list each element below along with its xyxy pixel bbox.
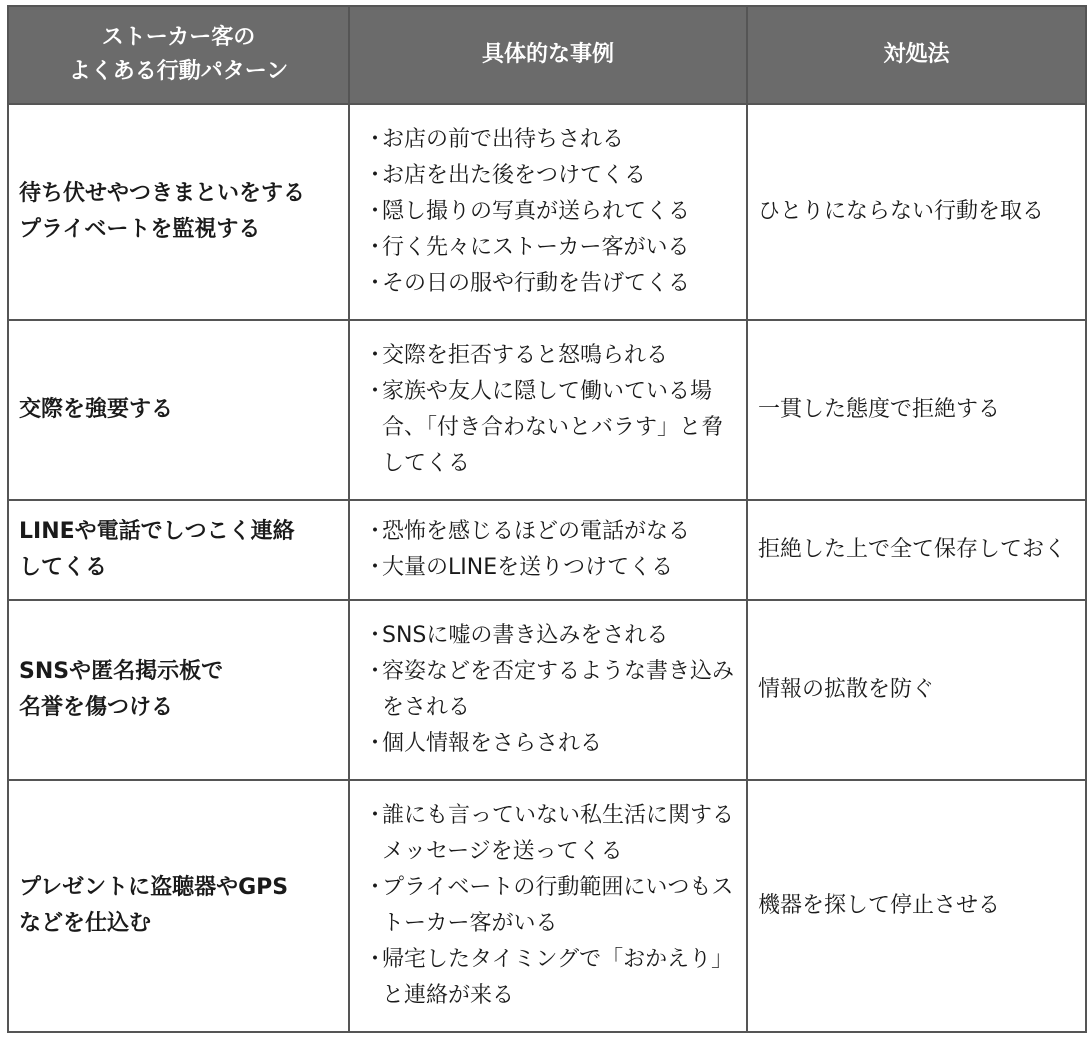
example-text: その日の服や行動を告げてくる — [382, 271, 691, 296]
bullet-mark: ・ — [364, 803, 387, 828]
example-text: 行く先々にストーカー客がいる — [382, 235, 690, 260]
example-item — [364, 654, 738, 726]
bullet-mark: ・ — [364, 271, 387, 296]
example-item — [364, 338, 738, 374]
bullet-mark: ・ — [364, 379, 387, 404]
example-text: 家族や友人に隠して働いている場合、「付き合わないとバラす」と脅してくる — [382, 379, 724, 476]
example-text: 隠し撮りの写真が送られてくる — [382, 199, 691, 224]
table-header-row — [8, 6, 1086, 104]
bullet-mark: ・ — [364, 659, 387, 684]
examples-cell — [349, 600, 747, 780]
response-cell: 一貫した態度で拒絶する — [747, 320, 1086, 500]
example-text: お店を出た後をつけてくる — [382, 163, 647, 188]
behavior-pattern-cell — [8, 320, 349, 500]
bullet-mark: ・ — [364, 519, 387, 544]
behavior-pattern-line: 名誉を傷つける — [19, 695, 174, 720]
example-item — [364, 158, 738, 194]
example-item — [364, 266, 738, 302]
header-behavior-pattern-line2: よくある行動パターン — [68, 59, 289, 84]
behavior-pattern-line: プレゼントに盗聴器やGPS — [19, 875, 289, 900]
stalker-customer-table — [7, 5, 1087, 1033]
header-behavior-pattern — [8, 6, 349, 104]
response-cell: 機器を探して停止させる — [747, 780, 1086, 1032]
example-item — [364, 726, 738, 762]
response-cell: ひとりにならない行動を取る — [747, 104, 1086, 320]
behavior-pattern-line: SNSや匿名掲示板で — [19, 659, 224, 684]
bullet-mark: ・ — [364, 163, 387, 188]
behavior-pattern-line: 交際を強要する — [19, 397, 174, 422]
table-row — [8, 600, 1086, 780]
table-row — [8, 320, 1086, 500]
examples-cell — [349, 104, 747, 320]
bullet-mark: ・ — [364, 343, 387, 368]
example-text: SNSに嘘の書き込みをされる — [382, 623, 669, 648]
example-text: 大量のLINEを送りつけてくる — [382, 555, 674, 580]
bullet-mark: ・ — [364, 947, 387, 972]
bullet-mark: ・ — [364, 555, 387, 580]
behavior-pattern-cell — [8, 500, 349, 600]
table-row — [8, 780, 1086, 1032]
header-response: 対処法 — [747, 6, 1086, 104]
example-item — [364, 374, 738, 482]
example-text: 恐怖を感じるほどの電話がなる — [382, 519, 691, 544]
example-text: 交際を拒否すると怒鳴られる — [382, 343, 669, 368]
example-item — [364, 122, 738, 158]
bullet-mark: ・ — [364, 623, 387, 648]
example-item — [364, 194, 738, 230]
bullet-mark: ・ — [364, 731, 387, 756]
example-item — [364, 550, 738, 586]
behavior-pattern-line: プライベートを監視する — [19, 217, 261, 242]
example-item — [364, 942, 738, 1014]
behavior-pattern-line: LINEや電話でしつこく連絡 — [19, 519, 295, 544]
behavior-pattern-cell — [8, 600, 349, 780]
behavior-pattern-line: 待ち伏せやつきまといをする — [19, 181, 306, 206]
bullet-mark: ・ — [364, 875, 387, 900]
example-text: 個人情報をさらされる — [382, 731, 603, 756]
table-row — [8, 104, 1086, 320]
examples-cell — [349, 500, 747, 600]
example-text: お店の前で出待ちされる — [382, 127, 625, 152]
bullet-mark: ・ — [364, 127, 387, 152]
example-item — [364, 618, 738, 654]
behavior-pattern-cell — [8, 780, 349, 1032]
bullet-mark: ・ — [364, 199, 387, 224]
examples-cell — [349, 780, 747, 1032]
header-examples: 具体的な事例 — [349, 6, 747, 104]
example-item — [364, 230, 738, 266]
bullet-mark: ・ — [364, 235, 387, 260]
example-text: 容姿などを否定するような書き込みをされる — [382, 659, 735, 720]
table-row — [8, 500, 1086, 600]
example-text: プライベートの行動範囲にいつもストーカー客がいる — [382, 875, 734, 936]
header-behavior-pattern-line1: ストーカー客の — [101, 25, 256, 50]
example-item — [364, 870, 738, 942]
example-item — [364, 798, 738, 870]
examples-cell — [349, 320, 747, 500]
response-cell: 情報の拡散を防ぐ — [747, 600, 1086, 780]
behavior-pattern-line: などを仕込む — [19, 911, 152, 936]
response-cell: 拒絶した上で全て保存しておく — [747, 500, 1086, 600]
behavior-pattern-cell — [8, 104, 349, 320]
behavior-pattern-line: してくる — [19, 555, 108, 580]
example-item — [364, 514, 738, 550]
example-text: 帰宅したタイミングで「おかえり」と連絡が来る — [382, 947, 734, 1008]
example-text: 誰にも言っていない私生活に関するメッセージを送ってくる — [382, 803, 735, 864]
